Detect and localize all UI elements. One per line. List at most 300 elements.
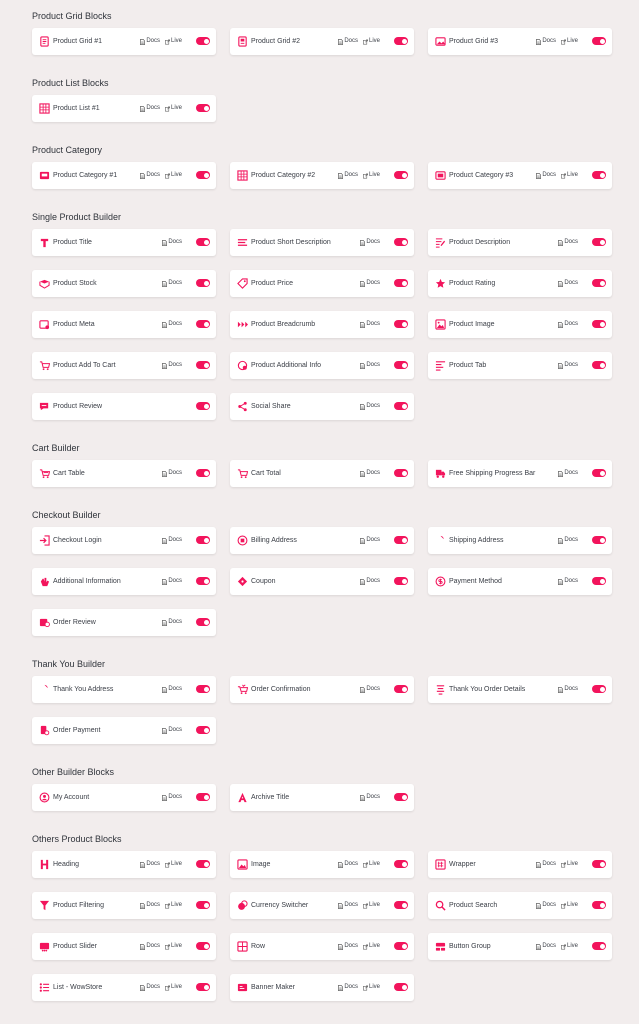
docs-link[interactable] — [558, 684, 578, 695]
block-label: Product Stock — [53, 280, 97, 287]
enable-toggle[interactable] — [394, 983, 408, 991]
block-label: Order Review — [53, 619, 96, 626]
block-card-payment-method — [428, 568, 612, 595]
doc-icon — [536, 862, 541, 868]
docs-link[interactable] — [360, 360, 380, 371]
block-links — [360, 684, 380, 695]
section-title: Product Category — [32, 145, 103, 155]
enable-toggle[interactable] — [196, 983, 210, 991]
enable-toggle[interactable] — [592, 901, 606, 909]
live-link-label: Live — [170, 943, 182, 949]
enable-toggle[interactable] — [196, 793, 210, 801]
doc-icon — [162, 795, 167, 801]
doc-icon — [558, 322, 563, 328]
docs-link-label: Docs — [366, 578, 380, 584]
docs-link[interactable] — [162, 617, 182, 628]
enable-toggle[interactable] — [196, 171, 210, 179]
block-label: Payment Method — [449, 578, 502, 585]
block-card-image — [230, 851, 414, 878]
order-review-icon — [39, 617, 50, 628]
rating-star-icon — [435, 278, 446, 289]
slider-icon — [39, 941, 50, 952]
docs-link[interactable] — [162, 360, 182, 371]
docs-link[interactable] — [162, 237, 182, 248]
block-card-archive-title — [230, 784, 414, 811]
doc-icon — [360, 281, 365, 287]
docs-link[interactable] — [140, 103, 160, 114]
enable-toggle[interactable] — [196, 320, 210, 328]
docs-link[interactable] — [558, 278, 578, 289]
docs-link[interactable] — [558, 319, 578, 330]
block-links — [558, 684, 578, 695]
category-card-icon — [39, 170, 50, 181]
shipping-truck-icon — [435, 468, 446, 479]
block-label: Product Filtering — [53, 902, 104, 909]
enable-toggle[interactable] — [394, 238, 408, 246]
live-link[interactable] — [165, 103, 182, 114]
block-links — [140, 859, 182, 870]
section-title: Checkout Builder — [32, 510, 101, 520]
block-card-banner-maker — [230, 974, 414, 1001]
docs-link[interactable] — [536, 859, 556, 870]
docs-link-label: Docs — [168, 537, 182, 543]
docs-link-label: Docs — [366, 537, 380, 543]
enable-toggle[interactable] — [394, 901, 408, 909]
live-link-label: Live — [170, 902, 182, 908]
enable-toggle[interactable] — [196, 860, 210, 868]
doc-icon — [558, 579, 563, 585]
docs-link-label: Docs — [542, 902, 556, 908]
enable-toggle[interactable] — [592, 238, 606, 246]
doc-icon — [162, 728, 167, 734]
block-card-thank-you-order-details — [428, 676, 612, 703]
block-card-free-shipping-progress-bar — [428, 460, 612, 487]
live-link[interactable] — [363, 170, 380, 181]
block-links — [162, 360, 182, 371]
docs-link-label: Docs — [344, 38, 358, 44]
block-label: Archive Title — [251, 794, 290, 801]
live-link[interactable] — [165, 982, 182, 993]
section-title: Cart Builder — [32, 443, 80, 453]
enable-toggle[interactable] — [196, 37, 210, 45]
docs-link[interactable] — [140, 982, 160, 993]
block-label: Currency Switcher — [251, 902, 309, 909]
doc-icon — [140, 903, 145, 909]
docs-link[interactable] — [140, 941, 160, 952]
enable-toggle[interactable] — [592, 361, 606, 369]
block-label: Checkout Login — [53, 537, 102, 544]
block-links — [360, 278, 380, 289]
block-links — [558, 319, 578, 330]
live-link-label: Live — [566, 861, 578, 867]
doc-icon — [140, 862, 145, 868]
block-card-social-share — [230, 393, 414, 420]
enable-toggle[interactable] — [196, 726, 210, 734]
docs-link[interactable] — [558, 237, 578, 248]
enable-toggle[interactable] — [592, 469, 606, 477]
block-links — [558, 360, 578, 371]
docs-link-label: Docs — [344, 172, 358, 178]
doc-icon — [162, 471, 167, 477]
block-label: Product Tab — [449, 362, 487, 369]
block-links — [140, 982, 182, 993]
docs-link-label: Docs — [366, 686, 380, 692]
docs-link-label: Docs — [168, 321, 182, 327]
block-card-currency-switcher — [230, 892, 414, 919]
block-links — [338, 859, 380, 870]
block-links — [338, 170, 380, 181]
docs-link[interactable] — [536, 36, 556, 47]
block-label: Cart Total — [251, 470, 281, 477]
docs-link-label: Docs — [168, 280, 182, 286]
docs-link[interactable] — [360, 576, 380, 587]
docs-link[interactable] — [162, 576, 182, 587]
block-label: Product Additional Info — [251, 362, 322, 369]
block-card-thank-you-address — [32, 676, 216, 703]
doc-icon — [360, 538, 365, 544]
doc-icon — [162, 240, 167, 246]
block-links — [162, 725, 182, 736]
block-card-product-filtering — [32, 892, 216, 919]
docs-link-label: Docs — [366, 239, 380, 245]
enable-toggle[interactable] — [394, 536, 408, 544]
external-link-icon — [165, 106, 170, 112]
live-link[interactable] — [165, 941, 182, 952]
block-links — [360, 576, 380, 587]
image-icon — [237, 859, 248, 870]
live-link[interactable] — [165, 170, 182, 181]
block-label: Social Share — [251, 403, 291, 410]
docs-link-label: Docs — [168, 362, 182, 368]
block-card-list-wowstore — [32, 974, 216, 1001]
external-link-icon — [165, 862, 170, 868]
live-link[interactable] — [561, 941, 578, 952]
live-link[interactable] — [165, 900, 182, 911]
doc-icon — [360, 240, 365, 246]
block-card-button-group — [428, 933, 612, 960]
enable-toggle[interactable] — [592, 37, 606, 45]
map-pin-icon — [435, 535, 446, 546]
enable-toggle[interactable] — [196, 104, 210, 112]
doc-icon — [140, 106, 145, 112]
doc-icon — [558, 538, 563, 544]
docs-link[interactable] — [338, 900, 358, 911]
doc-icon — [338, 173, 343, 179]
enable-toggle[interactable] — [592, 577, 606, 585]
button-group-icon — [435, 941, 446, 952]
docs-link[interactable] — [360, 684, 380, 695]
external-link-icon — [561, 903, 566, 909]
enable-toggle[interactable] — [196, 942, 210, 950]
docs-link[interactable] — [162, 792, 182, 803]
block-card-order-confirmation — [230, 676, 414, 703]
block-card-product-image — [428, 311, 612, 338]
external-link-icon — [561, 173, 566, 179]
search-icon — [435, 900, 446, 911]
block-label: Thank You Address — [53, 686, 114, 693]
docs-link-label: Docs — [542, 861, 556, 867]
live-link[interactable] — [165, 36, 182, 47]
enable-toggle[interactable] — [196, 685, 210, 693]
docs-link-label: Docs — [564, 321, 578, 327]
docs-link-label: Docs — [542, 172, 556, 178]
live-link[interactable] — [363, 36, 380, 47]
docs-link[interactable] — [338, 859, 358, 870]
live-link[interactable] — [165, 859, 182, 870]
external-link-icon — [165, 903, 170, 909]
title-t-icon — [39, 237, 50, 248]
block-card-product-additional-info — [230, 352, 414, 379]
block-card-shipping-address — [428, 527, 612, 554]
doc-icon — [338, 903, 343, 909]
block-label: Thank You Order Details — [449, 686, 526, 693]
external-link-icon — [363, 985, 368, 991]
block-card-order-review — [32, 609, 216, 636]
block-links — [558, 237, 578, 248]
docs-link[interactable] — [558, 535, 578, 546]
section-title: Product Grid Blocks — [32, 11, 112, 21]
block-card-cart-total — [230, 460, 414, 487]
docs-link[interactable] — [162, 535, 182, 546]
doc-icon — [558, 281, 563, 287]
docs-link[interactable] — [140, 170, 160, 181]
block-card-my-account — [32, 784, 216, 811]
enable-toggle[interactable] — [592, 536, 606, 544]
coupon-icon — [237, 576, 248, 587]
location-pin-icon — [39, 684, 50, 695]
live-link-label: Live — [170, 105, 182, 111]
billing-circle-icon — [237, 535, 248, 546]
enable-toggle[interactable] — [394, 942, 408, 950]
live-link[interactable] — [561, 170, 578, 181]
block-links — [360, 319, 380, 330]
live-link[interactable] — [561, 859, 578, 870]
enable-toggle[interactable] — [196, 618, 210, 626]
list-bullets-icon — [39, 982, 50, 993]
block-links — [360, 401, 380, 412]
block-label: Product Title — [53, 239, 92, 246]
enable-toggle[interactable] — [196, 279, 210, 287]
block-card-wrapper — [428, 851, 612, 878]
external-link-icon — [561, 862, 566, 868]
enable-toggle[interactable] — [592, 171, 606, 179]
block-card-product-category-1 — [32, 162, 216, 189]
live-link[interactable] — [363, 982, 380, 993]
block-label: List - WowStore — [53, 984, 103, 991]
external-link-icon — [165, 173, 170, 179]
docs-link[interactable] — [536, 170, 556, 181]
doc-icon — [558, 240, 563, 246]
enable-toggle[interactable] — [394, 37, 408, 45]
docs-link-label: Docs — [564, 280, 578, 286]
block-links — [536, 900, 578, 911]
docs-link[interactable] — [360, 237, 380, 248]
block-card-billing-address — [230, 527, 414, 554]
docs-link-label: Docs — [146, 902, 160, 908]
block-card-cart-table — [32, 460, 216, 487]
docs-link[interactable] — [536, 941, 556, 952]
docs-link[interactable] — [162, 684, 182, 695]
enable-toggle[interactable] — [196, 238, 210, 246]
block-card-product-meta — [32, 311, 216, 338]
docs-link-label: Docs — [366, 403, 380, 409]
enable-toggle[interactable] — [394, 279, 408, 287]
section-title: Thank You Builder — [32, 659, 106, 669]
block-label: Shipping Address — [449, 537, 504, 544]
docs-link-label: Docs — [344, 861, 358, 867]
live-link-label: Live — [368, 861, 380, 867]
docs-link[interactable] — [360, 535, 380, 546]
block-card-product-grid-1 — [32, 28, 216, 55]
block-card-product-breadcrumb — [230, 311, 414, 338]
docs-link[interactable] — [140, 900, 160, 911]
block-label: Cart Table — [53, 470, 85, 477]
docs-link-label: Docs — [344, 984, 358, 990]
docs-link[interactable] — [360, 792, 380, 803]
enable-toggle[interactable] — [394, 860, 408, 868]
block-label: Product Grid #3 — [449, 38, 499, 45]
enable-toggle[interactable] — [394, 361, 408, 369]
block-links — [162, 278, 182, 289]
doc-icon — [360, 687, 365, 693]
section-title: Other Builder Blocks — [32, 767, 115, 777]
block-links — [140, 941, 182, 952]
block-links — [338, 36, 380, 47]
cart-table-icon — [39, 468, 50, 479]
block-label: Product Add To Cart — [53, 362, 116, 369]
docs-link-label: Docs — [146, 861, 160, 867]
block-label: Product Short Description — [251, 239, 331, 246]
enable-toggle[interactable] — [394, 320, 408, 328]
live-link-label: Live — [368, 943, 380, 949]
block-label: Order Payment — [53, 727, 101, 734]
live-link-label: Live — [368, 984, 380, 990]
doc-icon — [162, 620, 167, 626]
live-link[interactable] — [363, 941, 380, 952]
doc-icon — [558, 363, 563, 369]
block-links — [536, 36, 578, 47]
block-links — [162, 792, 182, 803]
docs-link-label: Docs — [344, 943, 358, 949]
doc-icon — [360, 322, 365, 328]
docs-link-label: Docs — [366, 794, 380, 800]
block-card-row — [230, 933, 414, 960]
docs-link[interactable] — [338, 941, 358, 952]
block-label: Order Confirmation — [251, 686, 311, 693]
enable-toggle[interactable] — [394, 469, 408, 477]
block-label: Billing Address — [251, 537, 297, 544]
docs-link[interactable] — [140, 36, 160, 47]
block-card-additional-information — [32, 568, 216, 595]
docs-link-label: Docs — [564, 239, 578, 245]
docs-link[interactable] — [360, 468, 380, 479]
account-user-icon — [39, 792, 50, 803]
enable-toggle[interactable] — [394, 171, 408, 179]
live-link[interactable] — [561, 36, 578, 47]
enable-toggle[interactable] — [394, 793, 408, 801]
enable-toggle[interactable] — [592, 320, 606, 328]
block-links — [140, 36, 182, 47]
block-card-checkout-login — [32, 527, 216, 554]
live-link[interactable] — [363, 900, 380, 911]
docs-link-label: Docs — [146, 172, 160, 178]
enable-toggle[interactable] — [196, 901, 210, 909]
enable-toggle[interactable] — [592, 942, 606, 950]
docs-link-label: Docs — [542, 38, 556, 44]
enable-toggle[interactable] — [196, 361, 210, 369]
docs-link[interactable] — [338, 170, 358, 181]
doc-icon — [536, 903, 541, 909]
live-link-label: Live — [368, 902, 380, 908]
block-label: Heading — [53, 861, 80, 868]
docs-link[interactable] — [162, 468, 182, 479]
block-card-product-price — [230, 270, 414, 297]
enable-toggle[interactable] — [592, 860, 606, 868]
doc-icon — [360, 471, 365, 477]
docs-link[interactable] — [162, 725, 182, 736]
live-link-label: Live — [368, 172, 380, 178]
docs-link[interactable] — [360, 278, 380, 289]
docs-link[interactable] — [360, 401, 380, 412]
live-link[interactable] — [363, 859, 380, 870]
cart-total-icon — [237, 468, 248, 479]
block-label: Product Grid #2 — [251, 38, 301, 45]
docs-link-label: Docs — [564, 686, 578, 692]
banner-icon — [237, 982, 248, 993]
block-card-product-category-3 — [428, 162, 612, 189]
docs-link[interactable] — [360, 319, 380, 330]
enable-toggle[interactable] — [394, 577, 408, 585]
docs-link[interactable] — [558, 576, 578, 587]
enable-toggle[interactable] — [196, 536, 210, 544]
block-label: Product Image — [449, 321, 495, 328]
docs-link[interactable] — [140, 859, 160, 870]
archive-a-icon — [237, 792, 248, 803]
block-label: Banner Maker — [251, 984, 295, 991]
block-card-heading — [32, 851, 216, 878]
block-links — [558, 278, 578, 289]
doc-icon — [338, 944, 343, 950]
live-link[interactable] — [561, 900, 578, 911]
docs-link[interactable] — [162, 278, 182, 289]
enable-toggle[interactable] — [592, 279, 606, 287]
docs-link[interactable] — [338, 36, 358, 47]
enable-toggle[interactable] — [394, 402, 408, 410]
docs-link[interactable] — [558, 468, 578, 479]
description-icon — [435, 237, 446, 248]
block-links — [140, 900, 182, 911]
doc-icon — [360, 795, 365, 801]
doc-icon — [162, 281, 167, 287]
doc-icon — [162, 363, 167, 369]
block-label: Product Category #1 — [53, 172, 118, 179]
enable-toggle[interactable] — [394, 685, 408, 693]
enable-toggle[interactable] — [196, 577, 210, 585]
heading-h-icon — [39, 859, 50, 870]
docs-link[interactable] — [162, 319, 182, 330]
block-card-product-rating — [428, 270, 612, 297]
docs-link[interactable] — [338, 982, 358, 993]
docs-link[interactable] — [558, 360, 578, 371]
block-label: Product List #1 — [53, 105, 100, 112]
block-links — [558, 576, 578, 587]
confirmation-cart-icon — [237, 684, 248, 695]
docs-link[interactable] — [536, 900, 556, 911]
enable-toggle[interactable] — [196, 469, 210, 477]
enable-toggle[interactable] — [196, 402, 210, 410]
enable-toggle[interactable] — [592, 685, 606, 693]
block-links — [162, 535, 182, 546]
